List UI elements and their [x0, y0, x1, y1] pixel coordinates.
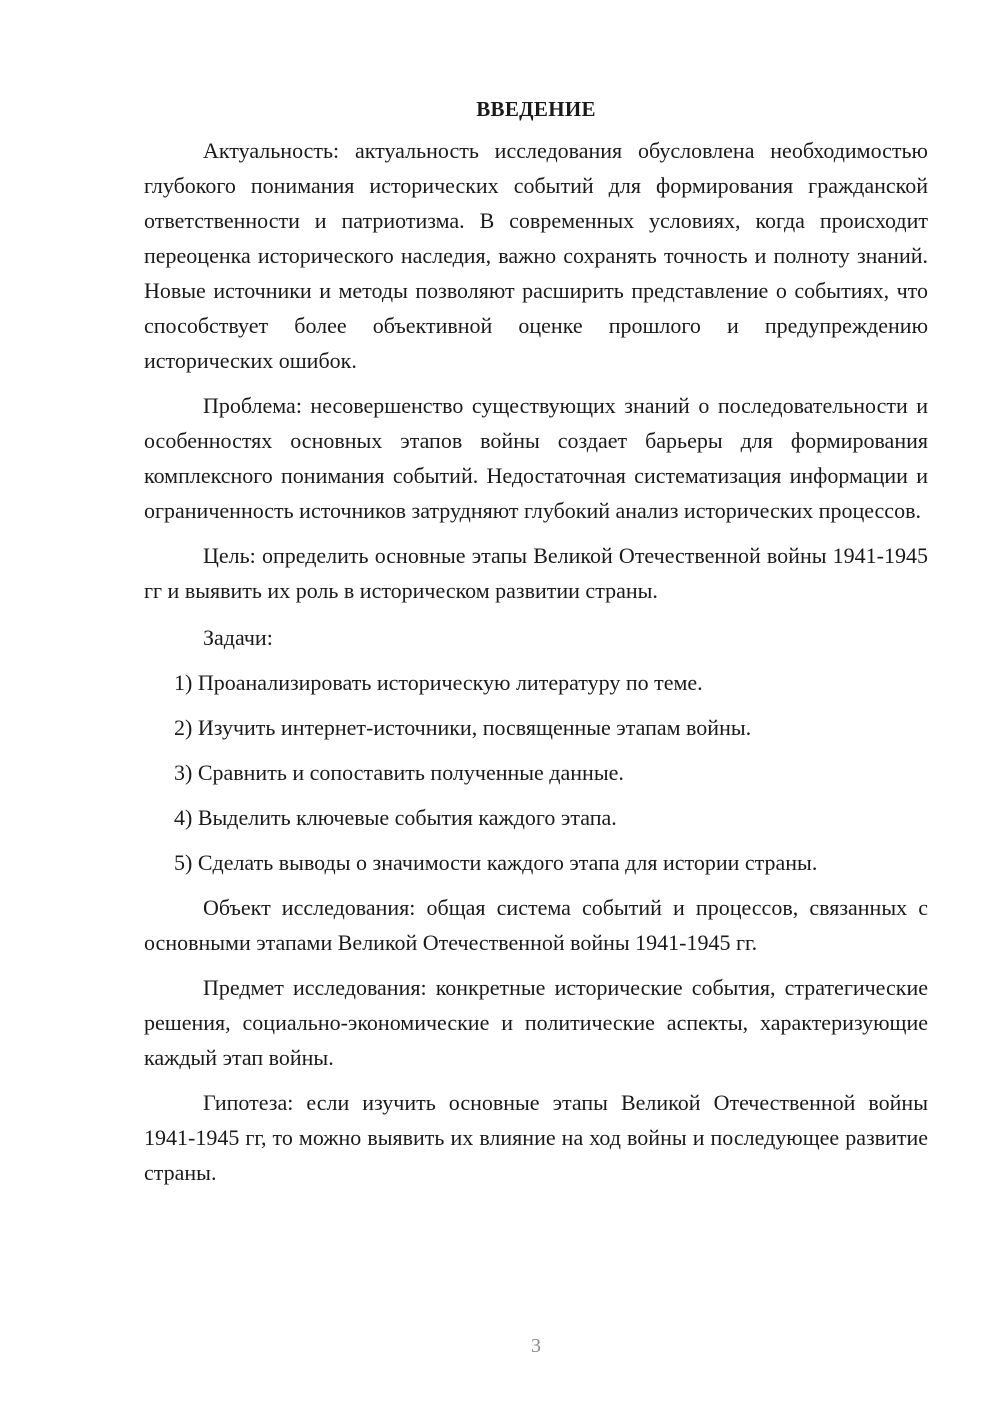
document-page [144, 92, 928, 1190]
task-item: 2) Изучить интернет-источники, посвященные этапам войны. [174, 715, 752, 740]
task-item: 3) Сравнить и сопоставить полученные данные. [174, 760, 624, 785]
page-title: ВВЕДЕНИЕ [476, 97, 596, 121]
task-item: 1) Проанализировать историческую литературу по теме. [174, 670, 703, 695]
tasks-label: Задачи: [203, 625, 273, 650]
task-item: 4) Выделить ключевые события каждого этапа. [174, 805, 617, 830]
paragraph-problem: Проблема: несовершенство существующих знаний о последовательности и особенностях основных этапов войны создает барьеры для формирования комплексного понимания событий. Недостаточная систематизация информации и ограниченность источников затрудняют глубокий анализ исторических процессов. [144, 393, 928, 523]
paragraph-subject: Предмет исследования: конкретные исторические события, стратегические решения, социально-экономические и политические аспекты, характеризующие каждый этап войны. [144, 975, 928, 1070]
task-item: 5) Сделать выводы о значимости каждого этапа для истории страны. [174, 850, 818, 875]
task-list [144, 665, 928, 880]
paragraph-hypothesis: Гипотеза: если изучить основные этапы Великой Отечественной войны 1941-1945 гг, то можно выявить их влияние на ход войны и последующее развитие страны. [144, 1090, 928, 1185]
paragraph-object: Объект исследования: общая система событий и процессов, связанных с основными этапами Великой Отечественной войны 1941-1945 гг. [144, 895, 928, 955]
page-number: 3 [531, 1335, 541, 1357]
paragraph-actuality: Актуальность: актуальность исследования обусловлена необходимостью глубокого понимания исторических событий для формирования гражданской ответственности и патриотизма. В современных условиях, когда происходит переоценка исторического наследия, важно сохранять точность и полноту знаний. Новые источники и методы позволяют расширить представление о событиях, что способствует более объективной оценке прошлого и предупреждению исторических ошибок. [144, 138, 928, 373]
paragraph-goal: Цель: определить основные этапы Великой Отечественной войны 1941-1945 гг и выявить их роль в историческом развитии страны. [144, 543, 928, 603]
